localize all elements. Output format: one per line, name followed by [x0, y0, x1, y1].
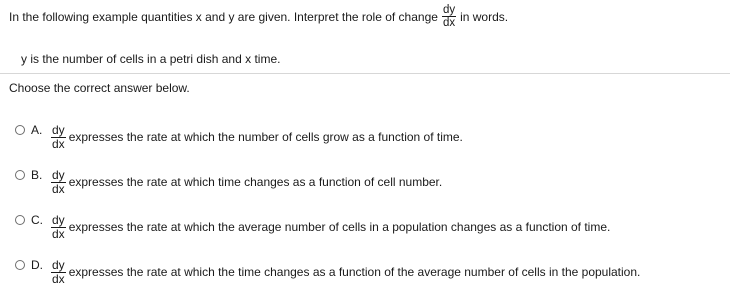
option-letter: D.	[31, 258, 43, 272]
derivative-fraction	[51, 124, 66, 151]
option-a[interactable]	[15, 119, 725, 155]
option-text: expresses the rate at which the average number of cells in a population changes as a function of time.	[68, 220, 611, 234]
derivative-fraction	[442, 4, 456, 29]
radio-button[interactable]	[15, 260, 25, 270]
option-text: expresses the rate at which the time changes as a function of the average number of cells in the population.	[68, 265, 641, 279]
option-letter: A.	[31, 123, 43, 137]
answer-options	[15, 119, 725, 299]
fraction-denominator: dx	[52, 181, 65, 196]
answer-instruction: Choose the correct answer below.	[9, 81, 190, 95]
option-letter: C.	[31, 213, 43, 227]
question-text-end: in words.	[460, 9, 509, 24]
option-text: expresses the rate at which time changes as a function of cell number.	[68, 175, 443, 189]
option-c[interactable]	[15, 209, 725, 245]
option-letter: B.	[31, 168, 43, 182]
fraction-denominator: dx	[52, 226, 65, 241]
fraction-numerator: dy	[442, 4, 456, 16]
question-context: y is the number of cells in a petri dish and x time.	[21, 52, 281, 66]
radio-button[interactable]	[15, 125, 25, 135]
fraction-numerator: dy	[52, 167, 65, 182]
option-text: expresses the rate at which the number of cells grow as a function of time.	[68, 130, 463, 144]
option-d[interactable]	[15, 254, 725, 290]
option-b[interactable]	[15, 164, 725, 200]
fraction-numerator: dy	[52, 257, 65, 272]
fraction-denominator: dx	[442, 17, 456, 29]
fraction-denominator: dx	[52, 271, 65, 286]
fraction-numerator: dy	[52, 122, 65, 137]
section-divider	[0, 73, 730, 74]
fraction-denominator: dx	[52, 136, 65, 151]
radio-button[interactable]	[15, 215, 25, 225]
derivative-fraction	[51, 214, 66, 241]
question-prompt	[9, 4, 721, 29]
fraction-numerator: dy	[52, 212, 65, 227]
question-text: In the following example quantities x and y are given. Interpret the role of change	[9, 9, 438, 24]
radio-button[interactable]	[15, 170, 25, 180]
question-line	[9, 4, 721, 29]
derivative-fraction	[51, 169, 66, 196]
derivative-fraction	[51, 259, 66, 286]
